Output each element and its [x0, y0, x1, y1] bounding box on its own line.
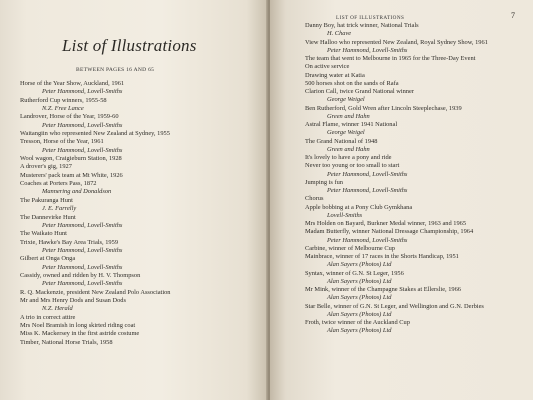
photo-credit: Alan Sayers (Photos) Ltd	[327, 277, 392, 285]
photo-credit: N.Z. Free Lance	[42, 105, 84, 113]
photo-credit: Peter Hammond, Lovell-Smiths	[327, 236, 408, 244]
illustration-title: Cassidy, owned and ridden by H. V. Thompson	[20, 271, 141, 279]
photo-credit: George Weigel	[327, 129, 365, 137]
illustration-title: A trio in correct attire	[20, 313, 76, 321]
list-item	[305, 319, 530, 336]
list-item	[305, 228, 530, 245]
list-item	[20, 272, 260, 289]
photo-credit: Peter Hammond, Lovell-Smiths	[42, 280, 123, 288]
illustration-title: Apple bobbing at a Pony Club Gymkhana	[305, 203, 413, 211]
list-item	[305, 195, 530, 203]
illustration-title: Danny Boy, hat trick winner, National Trials	[305, 22, 419, 29]
list-item	[20, 130, 260, 138]
illustration-title: The Pakuranga Hunt	[20, 196, 73, 204]
photo-credit: Peter Hammond, Lovell-Smiths	[42, 221, 123, 229]
illustration-title: The team that went to Melbourne in 1965 for the Three-Day Event	[305, 55, 476, 62]
photo-credit: J. E. Farrelly	[42, 205, 77, 213]
illustration-title: Trixie, Hawke's Bay Area Trials, 1959	[20, 238, 119, 246]
list-item	[305, 286, 530, 303]
list-item	[20, 255, 260, 272]
list-item	[305, 204, 530, 221]
illustration-title: View Halloo who represented New Zealand, Royal Sydney Show, 1961	[305, 38, 488, 46]
photo-credit: Peter Hammond, Lovell-Smiths	[327, 46, 408, 54]
right-page	[270, 0, 533, 400]
list-item	[305, 55, 530, 63]
photo-credit: Green and Hahn	[327, 145, 370, 153]
illustration-title: The Dannevirke Hunt	[20, 213, 76, 221]
list-item	[20, 113, 260, 130]
illustration-title: R. Q. Mackenzie, president New Zealand Polo Association	[20, 288, 171, 296]
illustration-title: Never too young or too small to start	[305, 162, 400, 170]
photo-credit: N.Z. Herald	[42, 305, 73, 313]
illustration-title: 500 horses shot on the sands of Rafa	[305, 79, 399, 87]
photo-credit: George Weigel	[327, 96, 365, 104]
illustration-title: Chorus	[305, 195, 324, 203]
illustration-title: Mainbrace, winner of 17 races in the Shorts Handicap, 1951	[305, 253, 459, 260]
illustration-title: Mr and Mrs Henry Dods and Susan Dods	[20, 296, 126, 304]
illustration-title: Coaches at Porters Pass, 1872	[20, 180, 97, 188]
illustration-title: Star Belle, winner of G.N. St Leger, and Wellington and G.N. Derbies	[305, 302, 484, 310]
list-item	[20, 138, 260, 155]
list-item	[20, 322, 260, 330]
list-item	[305, 39, 530, 56]
illustration-title: Syntax, winner of G.N. St Leger, 1956	[305, 269, 404, 277]
photo-credit: Peter Hammond, Lovell-Smiths	[42, 88, 123, 96]
illustration-title: Jumping is fun	[305, 178, 343, 186]
photo-credit: Alan Sayers (Photos) Ltd	[327, 310, 392, 318]
illustration-title: Timber, National Horse Trials, 1958	[20, 338, 113, 346]
illustration-title: Rutherford Cup winners, 1955-58	[20, 96, 107, 104]
list-item	[20, 180, 260, 197]
list-item	[305, 303, 530, 320]
list-item	[20, 230, 260, 238]
list-item	[305, 245, 530, 253]
illustration-title: A drover's gig, 1927	[20, 163, 72, 171]
list-item	[20, 163, 260, 171]
list-item	[305, 121, 530, 138]
list-item	[20, 297, 260, 314]
photo-credit: Alan Sayers (Photos) Ltd	[327, 261, 392, 269]
section-subheading: BETWEEN PAGES 16 AND 65	[76, 67, 155, 73]
illustration-title: It's lovely to have a pony and ride	[305, 154, 392, 161]
list-item	[20, 97, 260, 114]
photo-credit: H. Chave	[327, 30, 352, 38]
photo-credit: Peter Hammond, Lovell-Smiths	[327, 170, 408, 178]
list-item	[20, 80, 260, 97]
illustration-title: Waitangiin who represented New Zealand at Sydney, 1955	[20, 130, 170, 138]
illustration-title: Musterers' pack team at Mt White, 1926	[20, 171, 123, 179]
illustration-list-right	[305, 22, 530, 336]
photo-credit: Green and Hahn	[327, 112, 370, 120]
illustration-title: Madam Butterfly, winner National Dressage Championship, 1964	[305, 228, 474, 236]
running-head: LIST OF ILLUSTRATIONS	[336, 15, 405, 21]
list-item	[305, 270, 530, 287]
illustration-title: The Grand National of 1948	[305, 137, 378, 145]
illustration-title: Carbine, winner of Melbourne Cup	[305, 244, 395, 252]
illustration-title: Astral Flame, winner 1941 National	[305, 121, 398, 128]
list-item	[305, 63, 530, 71]
list-item	[305, 220, 530, 228]
list-item	[305, 88, 530, 105]
photo-credit: Alan Sayers (Photos) Ltd	[327, 294, 392, 302]
photo-credit: Peter Hammond, Lovell-Smiths	[42, 246, 123, 254]
photo-credit: Mannering and Donaldson	[42, 188, 112, 196]
illustration-title: On active service	[305, 63, 350, 71]
illustration-title: Landrover, Horse of the Year, 1959-60	[20, 113, 119, 121]
list-item	[305, 138, 530, 155]
list-item	[20, 197, 260, 214]
illustration-title: Drawing water at Katia	[305, 71, 365, 79]
list-item	[20, 172, 260, 180]
photo-credit: Peter Hammond, Lovell-Smiths	[327, 187, 408, 194]
list-item	[20, 339, 260, 347]
list-item	[20, 155, 260, 163]
photo-credit: Peter Hammond, Lovell-Smiths	[42, 263, 123, 271]
illustration-title: Ben Rutherford, Gold Wren after Lincoln Steeplechase, 1939	[305, 104, 462, 112]
list-item	[305, 105, 530, 122]
illustration-title: The Waikato Hunt	[20, 230, 67, 238]
illustration-list-left	[20, 80, 260, 347]
photo-credit: Alan Sayers (Photos) Ltd	[327, 327, 392, 335]
photo-credit: Peter Hammond, Lovell-Smiths	[42, 121, 123, 129]
page-title: List of Illustrations	[62, 36, 197, 55]
illustration-title: Mr Mink, winner of the Champagne Stakes at Ellerslie, 1966	[305, 286, 462, 293]
photo-credit: Peter Hammond, Lovell-Smiths	[42, 146, 123, 154]
list-item	[20, 214, 260, 231]
illustration-title: Mrs Holden on Bayard, Burkner Medal winner, 1963 and 1965	[305, 220, 467, 227]
illustration-title: Wool wagon, Craigieburn Station, 1928	[20, 155, 122, 163]
list-item	[305, 154, 530, 162]
page-number: 7	[511, 11, 515, 20]
illustration-title: Horse of the Year Show, Auckland, 1961	[20, 80, 125, 87]
list-item	[20, 239, 260, 256]
illustration-title: Froth, twice winner of the Auckland Cup	[305, 319, 410, 326]
list-item	[305, 253, 530, 270]
illustration-title: Miss K. Mackersey in the first astride costume	[20, 330, 140, 338]
list-item	[305, 80, 530, 88]
list-item	[20, 314, 260, 322]
photo-credit: Lovell-Smiths	[327, 211, 363, 219]
illustration-title: Gilbert at Onga Onga	[20, 255, 76, 263]
list-item	[20, 289, 260, 297]
list-item	[305, 179, 530, 196]
illustration-title: Clarion Call, twice Grand National winner	[305, 88, 414, 95]
illustration-title: Mrs Noel Bramish in long skirted riding coat	[20, 321, 136, 329]
list-item	[20, 330, 260, 338]
illustration-title: Tresson, Horse of the Year, 1961	[20, 138, 104, 146]
list-item	[305, 162, 530, 179]
list-item	[305, 72, 530, 80]
list-item	[305, 22, 530, 39]
